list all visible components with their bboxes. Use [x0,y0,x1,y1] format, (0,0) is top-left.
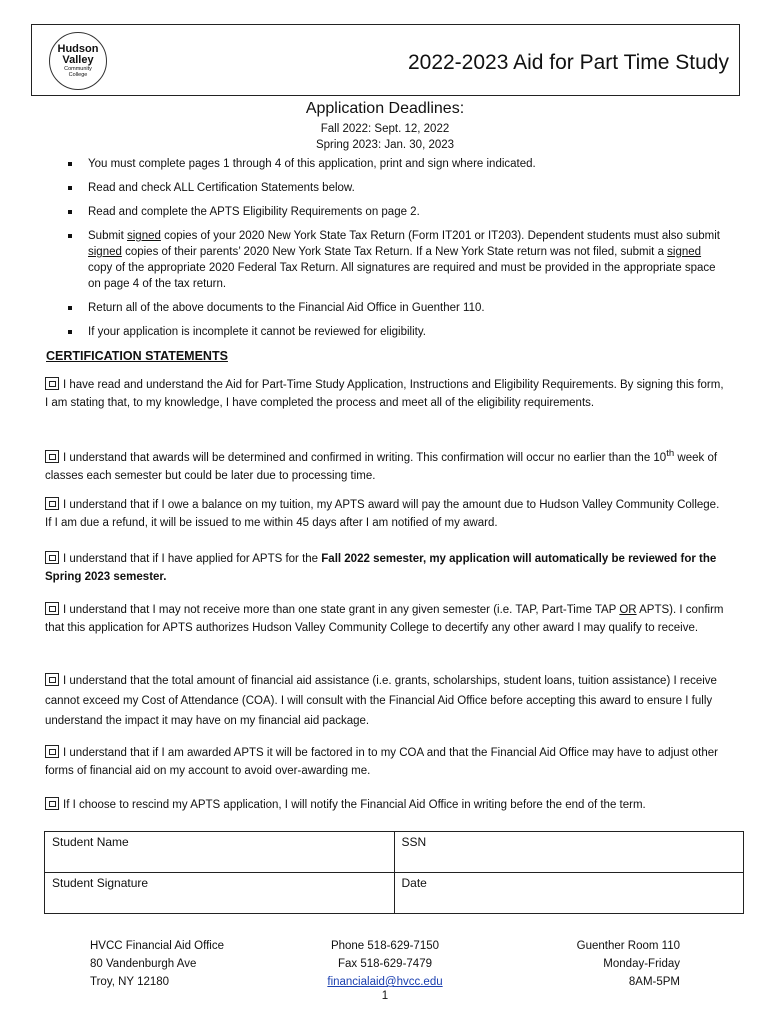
footer-line: 80 Vandenburgh Ave [90,958,197,970]
statement-text: I have read and understand the Aid for Part-Time Study Application, Instructions and Eligibility Requirements. By signing this form, I am stating that, to my knowledge, I have completed the process and meet all of the eligibility requirements. [45,379,724,409]
statement-text: I understand that awards will be determined and confirmed in writing. This confirmation will occur no earlier than the 10 [63,451,667,464]
statement-text: I understand that if I have applied for APTS for the [63,553,322,565]
field-label: SSN [401,835,427,849]
date-field[interactable] [394,873,744,914]
statement-text: I understand that if I am awarded APTS it will be factored in to my COA and that the Financial Aid Office may have to adjust other forms of financial aid on my account to avoid over-awarding me. [45,747,718,777]
ssn-field[interactable] [394,832,744,873]
bullet-text: Submit [88,230,127,242]
logo-line-3: Community [64,66,92,72]
list-item: Read and complete the APTS Eligibility Requirements on page 2. [66,204,726,220]
statement-text: week of classes each semester but could be later due to processing time. [45,451,718,482]
underlined-signed: signed [667,246,702,258]
statement-bold-text: Fall 2022 semester, my application will automatically be reviewed for the Spring 2023 semester. [45,553,717,583]
certification-heading: CERTIFICATION STATEMENTS [46,349,228,363]
list-item [66,228,726,292]
statement-text: APTS). I confirm that this application for APTS authorizes Hudson Valley Community College to decertify any other award I may qualify to receive. [45,604,724,634]
fall-deadline: Fall 2022: Sept. 12, 2022 [320,123,450,135]
student-signature-field[interactable] [45,873,395,914]
checkbox[interactable] [45,745,59,758]
signature-table [44,831,744,914]
superscript: th [666,448,675,459]
certification-statement-1 [45,376,725,412]
field-label: Student Signature [52,876,149,890]
certification-statement-6 [45,671,725,731]
statement-text: I understand that if I owe a balance on my tuition, my APTS award will pay the amount due to Hudson Valley Community College. If I am due a refund, it will be issued to me within 45 days after I am notified of my award. [45,499,720,529]
checkbox[interactable] [45,673,59,686]
student-name-field[interactable] [45,832,395,873]
underlined-signed: signed [88,246,122,258]
bullet-text: copies of your 2020 New York State Tax Return (Form IT201 or IT203). Dependent students must also submit [160,230,720,242]
statement-text: If I choose to rescind my APTS application, I will notify the Financial Aid Office in writing before the end of the term. [63,799,646,811]
logo-line-1: Hudson [57,43,99,55]
footer-line: Guenther Room 110 [576,940,680,952]
list-item: Read and check ALL Certification Statements below. [66,180,726,196]
checkbox[interactable] [45,450,59,463]
statement-text: I understand that I may not receive more than one state grant in any given semester (i.e. TAP, Part-Time TAP [63,604,620,616]
checkbox[interactable] [45,797,59,810]
footer-hours [530,937,680,991]
footer-contact [300,937,470,991]
checkbox[interactable] [45,551,59,564]
email-link[interactable]: financialaid@hvcc.edu [327,976,443,988]
bullet-text: copies of their parents’ 2020 New York State Tax Return. If a New York State return was not filed, submit a [121,246,668,258]
underlined-or: OR [619,604,637,616]
underlined-signed: signed [127,230,161,242]
certification-statement-5 [45,601,725,637]
list-item: If your application is incomplete it cannot be reviewed for eligibility. [66,324,726,340]
document-title: 2022-2023 Aid for Part Time Study [407,51,729,74]
header-box [31,24,740,96]
checkbox[interactable] [45,602,59,615]
list-item: Return all of the above documents to the Financial Aid Office in Guenther 110. [66,300,726,316]
logo-line-4: College [68,71,88,78]
certification-statement-3 [45,496,725,532]
checkbox[interactable] [45,377,59,390]
footer-address [90,937,224,991]
logo-line-2: Valley [62,54,94,66]
checkbox[interactable] [45,497,59,510]
footer-line: 8AM-5PM [628,976,680,988]
footer-line: Troy, NY 12180 [90,976,170,988]
footer-line: Monday-Friday [603,958,680,970]
certification-statement-4 [45,550,725,586]
spring-deadline: Spring 2023: Jan. 30, 2023 [315,139,455,151]
instruction-list [66,156,726,348]
college-logo [49,32,107,90]
bullet-text: copy of the appropriate 2020 Federal Tax Return. All signatures are required and must be provided in the appropriate space on page 4 of the tax return. [88,262,716,290]
footer-line: HVCC Financial Aid Office [90,940,225,952]
statement-text: I understand that the total amount of financial aid assistance (i.e. grants, scholarships, student loans, tuition assistance) I receive cannot exceed my Cost of Attendance (COA). I will consult with the Financial Aid Office before accepting this award to ensure I fully understand the impact it may have on my financial aid package. [45,675,717,727]
field-label: Date [401,876,427,890]
certification-statement-2 [45,445,725,485]
page-number: 1 [381,990,389,1002]
certification-statement-7 [45,744,725,780]
footer-line: Fax 518-629-7479 [338,958,432,970]
list-item: You must complete pages 1 through 4 of this application, print and sign where indicated. [66,156,726,172]
footer-line: Phone 518-629-7150 [330,940,440,952]
certification-statement-8 [45,796,725,814]
deadlines-heading: Application Deadlines: [305,100,465,117]
field-label: Student Name [52,835,129,849]
